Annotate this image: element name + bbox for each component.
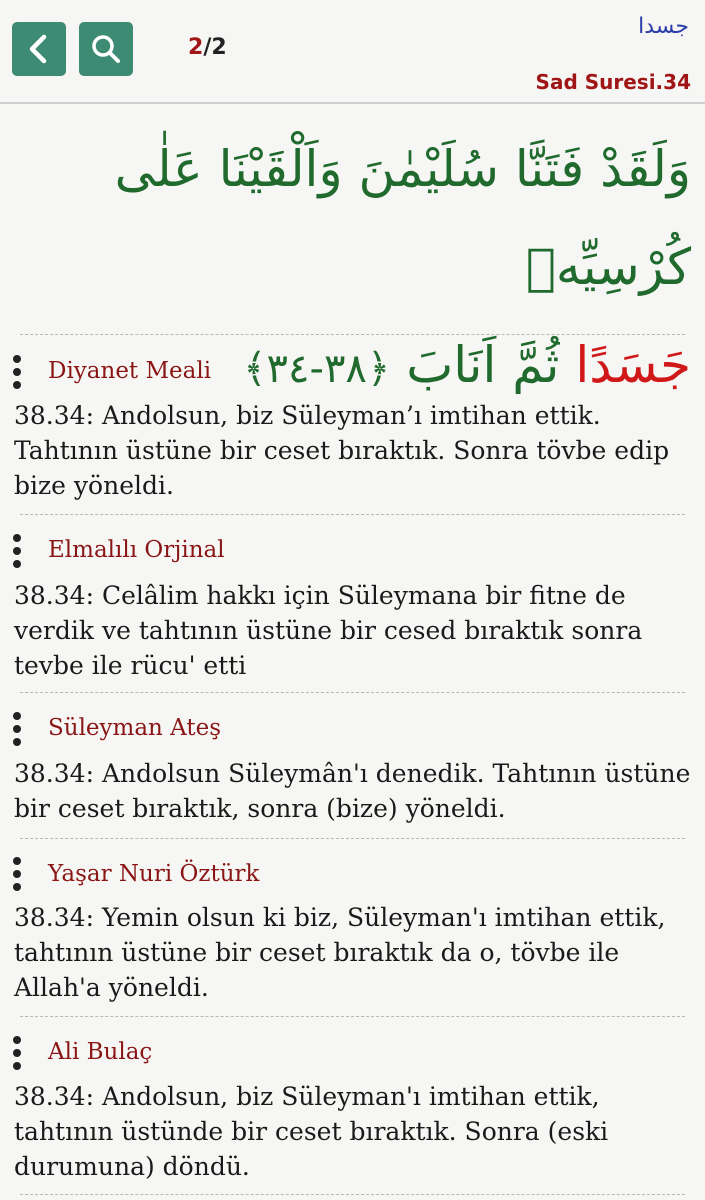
translation-text: 38.34: Andolsun, biz Süleyman'ı imtihan ettik, tahtının üstünde bir ceset bıraktık. Sonra (eski durumuna) döndü.: [14, 1082, 609, 1181]
verse-number-marker: ﴿٣٨-٣٤﴾: [243, 346, 391, 392]
divider: [20, 514, 685, 515]
divider: [20, 692, 685, 693]
surah-reference: Sad Suresi.34: [535, 70, 691, 94]
back-button[interactable]: [12, 22, 66, 76]
more-options-icon[interactable]: [10, 534, 24, 568]
search-button[interactable]: [79, 22, 133, 76]
divider: [20, 838, 685, 839]
search-term: جسدا: [638, 14, 689, 39]
translation-text: 38.34: Yemin olsun ki biz, Süleyman'ı imtihan ettik, tahtının üstüne bir ceset bıraktık da o, tövbe ile Allah'a yöneldi.: [14, 903, 666, 1002]
translation-name: Diyanet Meali: [48, 358, 212, 384]
top-bar: [0, 0, 705, 104]
translation-text: 38.34: Celâlim hakkı için Süleymana bir fitne de verdik ve tahtının üstüne bir cesed bıraktık sonra tevbe ile rücu' etti: [14, 581, 643, 680]
more-options-icon[interactable]: [10, 857, 24, 891]
translation-text: 38.34: Andolsun Süleymân'ı denedik. Tahtının üstüne bir ceset bıraktık, sonra (bize) yöneldi.: [14, 759, 691, 823]
translation-name: Süleyman Ateş: [48, 715, 222, 741]
more-options-icon[interactable]: [10, 355, 24, 389]
page-indicator: [188, 35, 227, 60]
search-icon: [79, 22, 133, 76]
divider: [20, 1194, 685, 1195]
translation-name: Ali Bulaç: [48, 1039, 153, 1065]
highlighted-word: جَسَدًا: [575, 336, 691, 394]
translation-name: Yaşar Nuri Öztürk: [48, 861, 260, 887]
page-current: 2: [188, 35, 204, 60]
header-divider: [0, 102, 705, 104]
more-options-icon[interactable]: [10, 712, 24, 746]
verse-line-1: وَلَقَدْ فَتَنَّا سُلَيْمٰنَ وَاَلْقَيْنَا عَلٰى كُرْسِيِّهٖ: [114, 140, 691, 296]
chevron-left-icon: [12, 22, 66, 76]
divider: [20, 334, 685, 335]
verse-continuation: ثُمَّ اَنَابَ: [390, 336, 576, 394]
divider: [20, 1016, 685, 1017]
translation-text: 38.34: Andolsun, biz Süleyman’ı imtihan ettik. Tahtının üstüne bir ceset bıraktık. Sonra tövbe edip bize yöneldi.: [14, 401, 670, 500]
page-total: /2: [203, 35, 227, 60]
more-options-icon[interactable]: [10, 1036, 24, 1070]
translation-name: Elmalılı Orjinal: [48, 537, 225, 563]
